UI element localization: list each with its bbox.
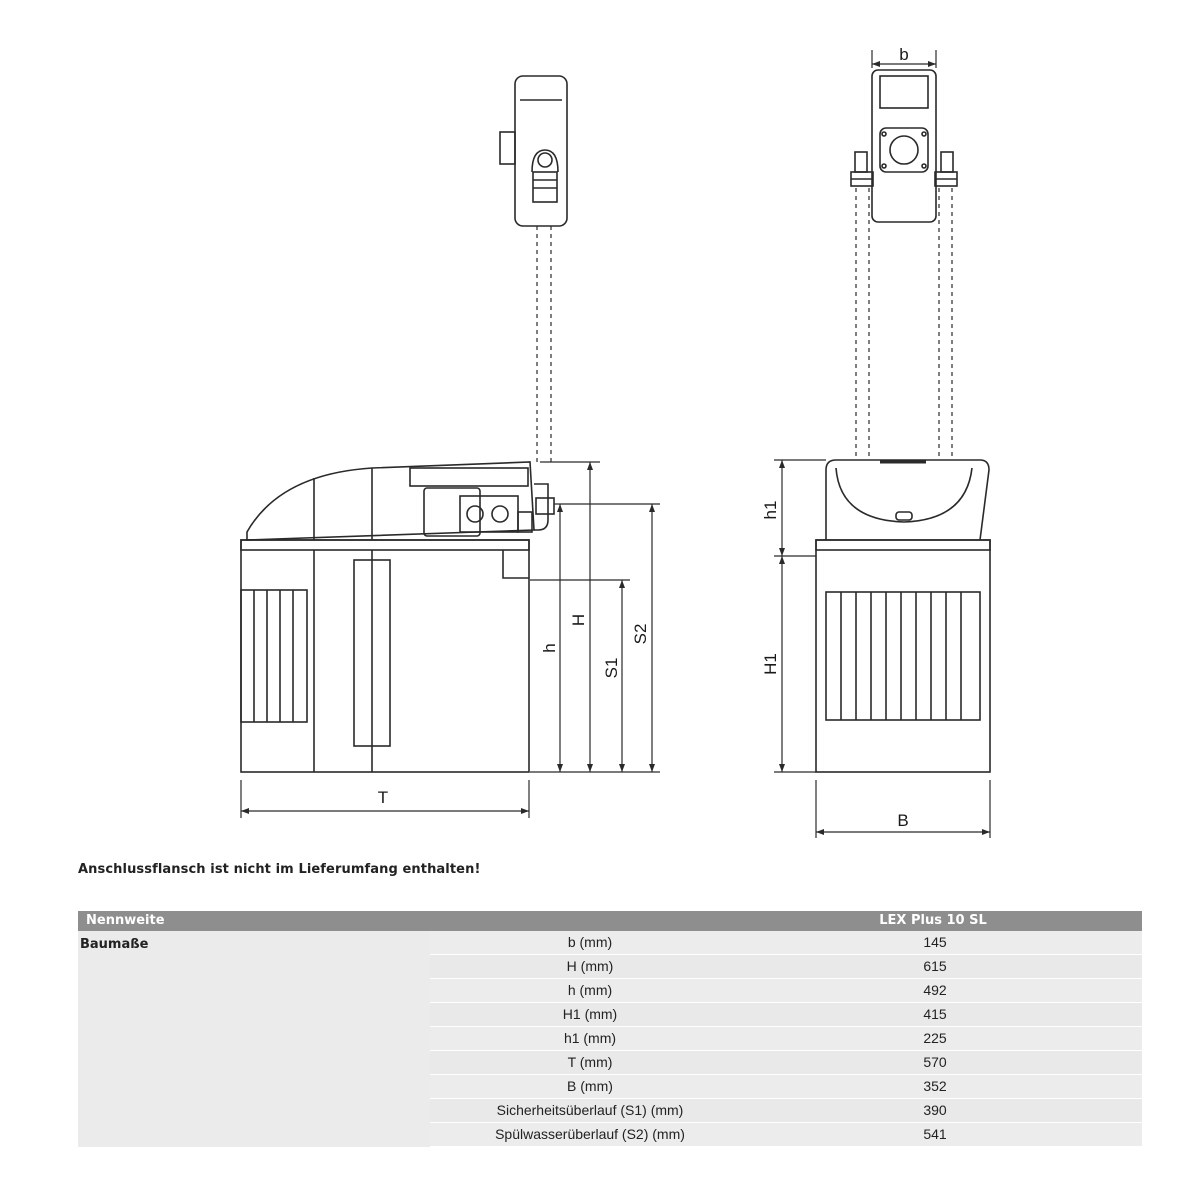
row-value: 415 (923, 1006, 947, 1022)
row-value: 615 (923, 958, 947, 974)
side-top-valve-view (500, 76, 567, 226)
row-label: Spülwasserüberlauf (S2) (mm) (495, 1126, 685, 1142)
dim-label-B: B (897, 811, 909, 830)
table-row (430, 931, 1142, 955)
header-nennweite: Nennweite (86, 913, 165, 928)
row-value: 541 (923, 1126, 947, 1142)
table-row (430, 1027, 1142, 1051)
projection-lines (537, 188, 952, 465)
table-row (430, 1075, 1142, 1099)
side-view-body (241, 462, 554, 772)
table-row (430, 979, 1142, 1003)
front-top-valve-view (851, 50, 957, 222)
table-row (430, 1099, 1142, 1123)
row-label: H (mm) (566, 958, 614, 974)
row-value: 390 (923, 1102, 947, 1118)
dim-label-H1: H1 (761, 653, 780, 675)
flange-note: Anschlussflansch ist nicht im Lieferumfang enthalten! (78, 862, 481, 877)
table-row (430, 1123, 1142, 1147)
row-value: 492 (923, 982, 947, 998)
row-label: h1 (mm) (563, 1030, 617, 1046)
row-value: 225 (923, 1030, 947, 1046)
side-view-dimensions (241, 462, 660, 818)
row-label: H1 (mm) (562, 1006, 618, 1022)
dim-label-h: h (540, 643, 559, 653)
dim-label-h1: h1 (761, 500, 780, 520)
row-value: 352 (923, 1078, 947, 1094)
row-label: B (mm) (567, 1078, 613, 1094)
table-header (78, 911, 1142, 931)
table-row (430, 955, 1142, 979)
spec-table (78, 911, 1142, 1147)
front-view-dimensions (774, 460, 990, 838)
table-body (78, 931, 1142, 1147)
group-label-baumasse: Baumaße (80, 937, 149, 952)
row-value: 145 (923, 934, 947, 950)
row-label: h (mm) (567, 982, 613, 998)
row-label: b (mm) (567, 934, 613, 950)
dim-label-S1: S1 (602, 657, 621, 679)
header-model: LEX Plus 10 SL (879, 913, 987, 928)
row-value: 570 (923, 1054, 947, 1070)
table-rows (430, 931, 1142, 1147)
front-view-body (816, 460, 990, 772)
table-row (430, 1003, 1142, 1027)
dim-label-T: T (377, 788, 389, 807)
row-label: Sicherheitsüberlauf (S1) (mm) (496, 1102, 684, 1118)
row-label: T (mm) (567, 1054, 613, 1070)
dim-label-H: H (569, 613, 588, 627)
dim-label-S2: S2 (631, 623, 650, 645)
dim-label-b: b (899, 45, 909, 64)
table-row (430, 1051, 1142, 1075)
